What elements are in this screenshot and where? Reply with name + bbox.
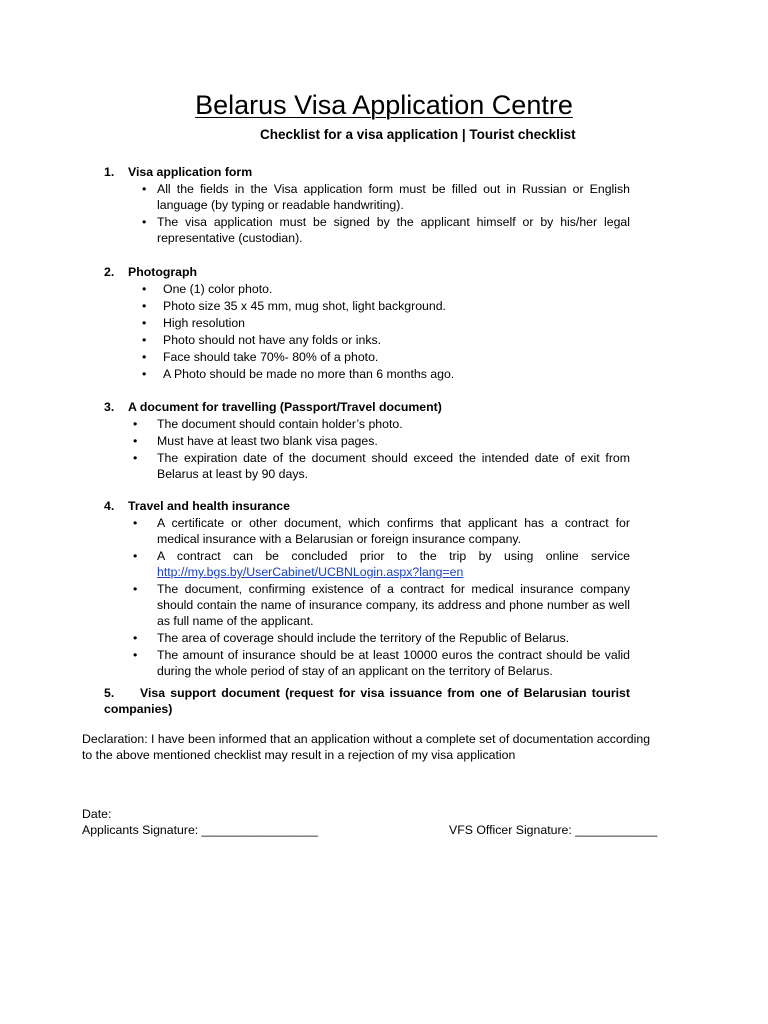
bullet-icon: • (142, 367, 147, 381)
section-heading (104, 399, 630, 415)
bullet-icon: • (133, 648, 138, 662)
checklist (104, 181, 630, 246)
list-item: • Photo should not have any folds or inks. (142, 333, 382, 347)
officer-signature-field: VFS Officer Signature: ____________ (449, 823, 658, 837)
insurance-service-link[interactable]: http://my.bgs.by/UserCabinet/UCBNLogin.aspx?lang=en (157, 565, 464, 579)
section-heading (104, 264, 630, 280)
list-item: • A certificate or other document, which confirms that applicant has a contract for medical insurance with a Belarusian or foreign insurance company. (133, 516, 630, 546)
section-title: Visa support document (request for visa issuance from one of Belarusian tourist (140, 686, 630, 700)
list-item: • A Photo should be made no more than 6 months ago. (142, 367, 455, 381)
bullet-icon: • (142, 182, 147, 196)
list-item: • All the fields in the Visa application form must be filled out in Russian or English language (by typing or readable handwriting). (142, 182, 630, 212)
section-travel-document (104, 399, 630, 483)
section-visa-support-document (104, 685, 630, 717)
bullet-icon: • (142, 350, 147, 364)
bullet-icon: • (133, 451, 138, 465)
section-number: 4. (104, 499, 115, 513)
list-item: • High resolution (142, 316, 246, 330)
applicant-signature-field: Applicants Signature: _________________ (82, 823, 318, 837)
section-title: A document for travelling (Passport/Travel document) (128, 400, 442, 414)
bullet-icon: • (142, 282, 147, 296)
list-item: • The amount of insurance should be at least 10000 euros the contract should be valid during the whole period of stay of an applicant on the territory of Belarus. (133, 648, 630, 678)
section-title: Visa application form (128, 165, 253, 179)
list-item: • The document should contain holder’s photo. (133, 417, 403, 431)
bullet-icon: • (133, 434, 138, 448)
bullet-icon: • (142, 299, 147, 313)
list-item: • Photo size 35 x 45 mm, mug shot, light background. (142, 299, 446, 313)
section-number: 5. (104, 686, 115, 700)
bullet-icon: • (142, 316, 147, 330)
bullet-icon: • (142, 215, 147, 229)
date-label: Date: (82, 807, 112, 821)
bullet-icon: • (133, 582, 138, 596)
bullet-icon: • (142, 333, 147, 347)
list-item: • Face should take 70%- 80% of a photo. (142, 350, 379, 364)
checklist (104, 515, 630, 679)
list-item: • The expiration date of the document should exceed the intended date of exit from Belarus at least by 90 days. (133, 451, 630, 481)
bullet-icon: • (133, 417, 138, 431)
section-title-continued: companies) (104, 702, 173, 716)
page-subtitle: Checklist for a visa application | Tourist checklist (260, 127, 576, 142)
bullet-icon: • (133, 516, 138, 530)
checklist (104, 281, 630, 382)
bullet-icon: • (133, 631, 138, 645)
bullet-icon: • (133, 549, 138, 563)
section-visa-application-form (104, 164, 630, 247)
page-title: Belarus Visa Application Centre (195, 90, 573, 120)
section-heading (104, 164, 630, 180)
list-item: • One (1) color photo. (142, 282, 273, 296)
list-item: • A contract can be concluded prior to the trip by using online service http://my.bgs.by/UserCabinet/UCBNLogin.aspx?lang=en (133, 549, 630, 579)
section-number: 2. (104, 265, 115, 279)
checklist (104, 416, 630, 482)
list-item: • The document, confirming existence of a contract for medical insurance company should contain the name of insurance company, its address and phone number as well as full name of the applicant. (133, 582, 630, 628)
declaration-text: Declaration: I have been informed that an application without a complete set of documentation according to the above mentioned checklist may result in a rejection of my visa application (82, 732, 651, 762)
section-insurance (104, 498, 630, 680)
section-heading (104, 498, 630, 514)
section-number: 1. (104, 165, 115, 179)
section-title: Travel and health insurance (128, 499, 290, 513)
list-item: • Must have at least two blank visa pages. (133, 434, 378, 448)
list-item: • The area of coverage should include the territory of the Republic of Belarus. (133, 631, 570, 645)
section-title: Photograph (128, 265, 197, 279)
section-photograph (104, 264, 630, 383)
section-number: 3. (104, 400, 115, 414)
list-item: • The visa application must be signed by the applicant himself or by his/her legal representative (custodian). (142, 215, 630, 245)
